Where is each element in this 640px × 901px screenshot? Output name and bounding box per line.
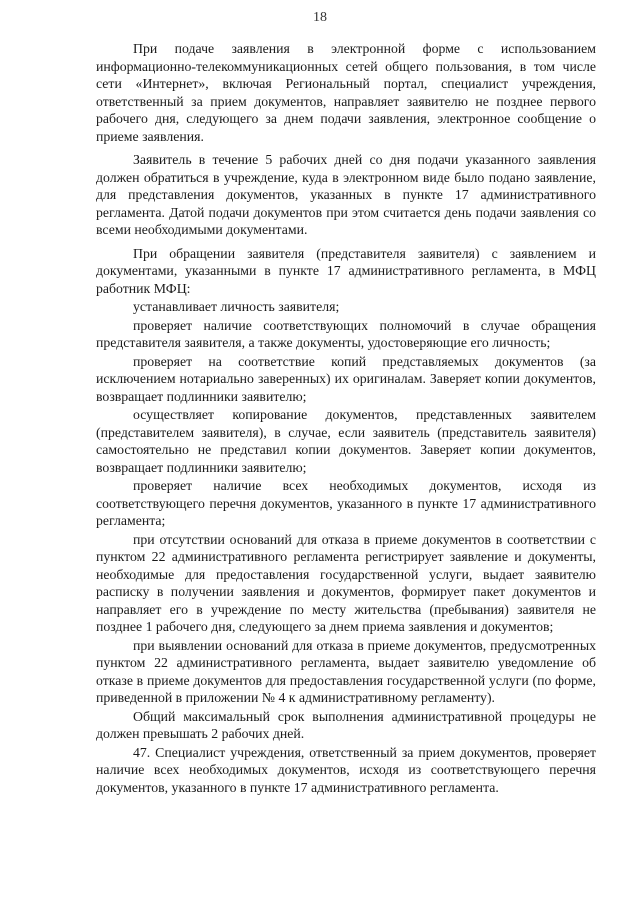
paragraph: Общий максимальный срок выполнения административной процедуры не должен превышать 2 рабочих дней. — [96, 708, 596, 741]
list-item: устанавливает личность заявителя; — [133, 299, 340, 314]
list-item: при отсутствии оснований для отказа в приеме документов в соответствии с пунктом 22 административного регламента регистрирует заявление и документы, необходимые для предоставления государственной услуги, выдает заявителю расписку в получении заявления и документов, формирует пакет документов и направляет его в учреждение по месту жительства (пребывания) заявителя не позднее 1 рабочего дня, следующего за днем приема заявления и документов; — [96, 531, 596, 634]
list-item: при выявлении оснований для отказа в приеме документов, предусмотренных пунктом 22 административного регламента, выдает заявителю уведомление об отказе в приеме документов для предоставления государственной услуги (по форме, приведенной в приложении № 4 к административному регламенту). — [96, 637, 596, 705]
list-item: проверяет на соответствие копий представляемых документов (за исключением нотариально заверенных) их оригиналам. Заверяет копии документов, возвращает подлинники заявителю; — [96, 353, 596, 404]
paragraph: 47. Специалист учреждения, ответственный за прием документов, проверяет наличие всех необходимых документов, исходя из соответствующего перечня документов, указанного в пункте 17 административного регламента. — [96, 744, 596, 795]
paragraph: При обращении заявителя (представителя заявителя) с заявлением и документами, указанными в пункте 17 административного регламента, в МФЦ работник МФЦ: — [96, 245, 596, 296]
list-item: осуществляет копирование документов, представленных заявителем (представителем заявителя), в случае, если заявитель (представитель заявителя) самостоятельно не представил копии документов. Заверяет копии документов, возвращает подлинники заявителю; — [96, 407, 596, 475]
document-body — [96, 40, 596, 796]
list-item: проверяет наличие соответствующих полномочий в случае обращения представителя заявителя, а также документы, удостоверяющие его личность; — [96, 317, 596, 350]
list-item: проверяет наличие всех необходимых документов, исходя из соответствующего перечня документов, указанного в пункте 17 административного регламента; — [96, 478, 596, 528]
paragraph: Заявитель в течение 5 рабочих дней со дня подачи указанного заявления должен обратиться в учреждение, куда в электронном виде было подано заявление, для представления документов, указанных в пункте 17 административного регламента. Датой подачи документов при этом считается день подачи заявления со всеми необходимыми документами. — [96, 152, 596, 237]
page-number: 18 — [313, 10, 327, 25]
paragraph: При подаче заявления в электронной форме с использованием информационно-телекоммуникационных сетей общего пользования, в том числе сети «Интернет», включая Региональный портал, специалист учреждения, ответственный за прием документов, направляет заявителю не позднее первого рабочего дня, следующего за днем подачи заявления, электронное сообщение о приеме заявления. — [96, 41, 596, 144]
